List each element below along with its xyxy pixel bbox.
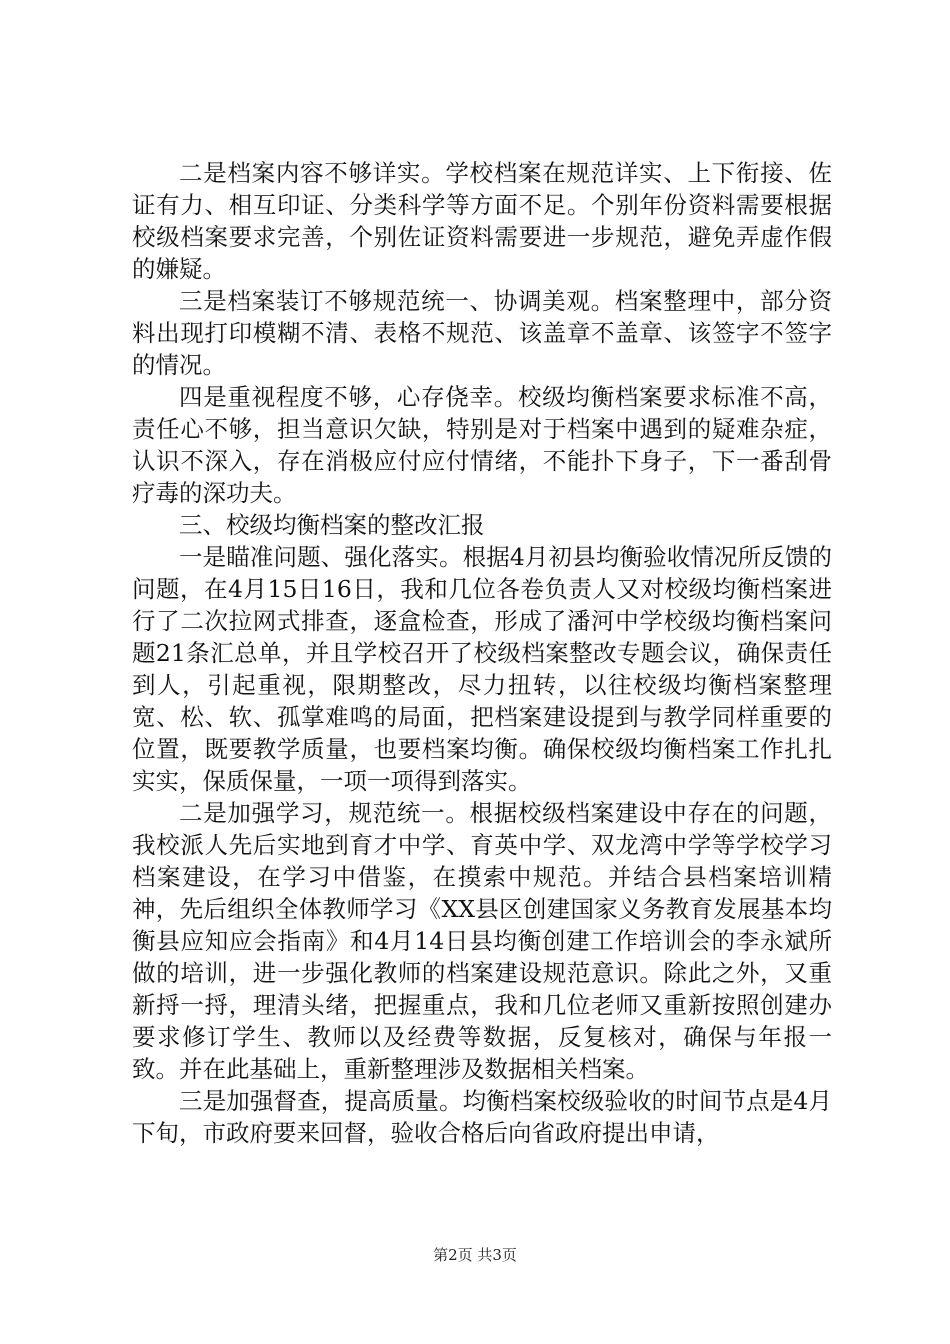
paragraph-archive-binding: 三是档案装订不够规范统一、协调美观。档案整理中，部分资料出现打印模糊不清、表格不规范、该盖章不盖章、该签字不签字的情况。 — [132, 287, 832, 379]
paragraph-supervision: 三是加强督查，提高质量。均衡档案校级验收的时间节点是4月下旬，市政府要来回督，验收合格后向省政府提出申请， — [132, 1087, 832, 1147]
document-body — [132, 157, 832, 1149]
paragraph-attention: 四是重视程度不够，心存侥幸。校级均衡档案要求标准不高，责任心不够，担当意识欠缺，特别是对于档案中遇到的疑难杂症，认识不深入，存在消极应付应付情绪，不能扑下身子，下一番刮骨疗毒的深功夫。 — [132, 383, 832, 507]
paragraph-strengthen-learning: 二是加强学习，规范统一。根据校级档案建设中存在的问题，我校派人先后实地到育才中学、育英中学、双龙湾中学等学校学习档案建设，在学习中借鉴，在摸索中规范。并结合县档案培训精神，先后组织全体教师学习《XX县区创建国家义务教育发展基本均衡县应知应会指南》和4月14日县均衡创建工作培训会的李永斌所做的培训，进一步强化教师的档案建设规范意识。除此之外，又重新捋一捋，理清头绪，把握重点，我和几位老师又重新按照创建办要求修订学生、教师以及经费等数据，反复核对，确保与年报一致。并在此基础上，重新整理涉及数据相关档案。 — [132, 799, 832, 1083]
section-heading-rectification: 三、校级均衡档案的整改汇报 — [179, 511, 485, 539]
page-footer: 第2页 共3页 — [433, 1246, 517, 1264]
paragraph-target-problems: 一是瞄准问题、强化落实。根据4月初县均衡验收情况所反馈的问题，在4月15日16日，我和几位各卷负责人又对校级均衡档案进行了二次拉网式排查，逐盒检查，形成了潘河中学校级均衡档案问题21条汇总单，并且学校召开了校级档案整改专题会议，确保责任到人，引起重视，限期整改，尽力扭转，以往校级均衡档案整理宽、松、软、孤掌难鸣的局面，把档案建设提到与教学同样重要的位置，既要教学质量，也要档案均衡。确保校级均衡档案工作扎扎实实，保质保量，一项一项得到落实。 — [132, 543, 832, 795]
paragraph-archive-content: 二是档案内容不够详实。学校档案在规范详实、上下衔接、佐证有力、相互印证、分类科学等方面不足。个别年份资料需要根据校级档案要求完善，个别佐证资料需要进一步规范，避免弄虚作假的嫌疑。 — [132, 159, 832, 283]
